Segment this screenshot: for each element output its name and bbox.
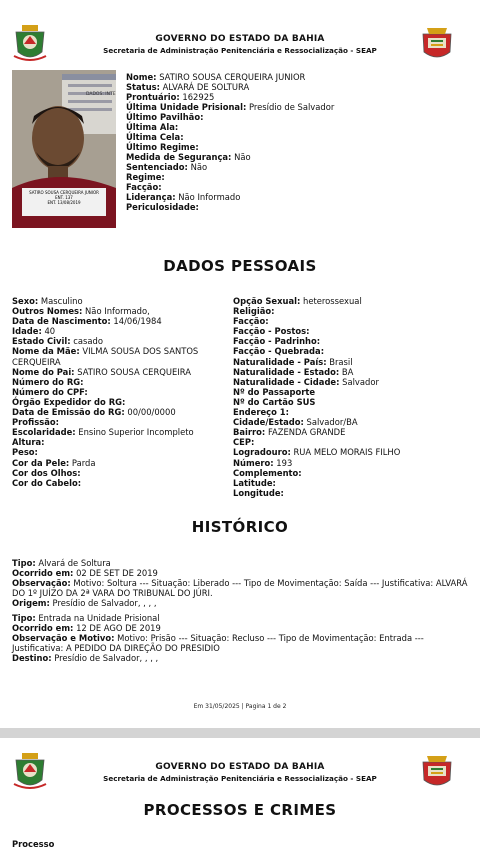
field-row bbox=[12, 447, 222, 457]
field-row bbox=[126, 182, 334, 192]
field-label: Nº do Passaporte bbox=[233, 386, 316, 397]
field-row bbox=[126, 192, 334, 202]
field-label: Naturalidade - Estado: bbox=[233, 366, 340, 377]
history-label: Observação e Motivo: bbox=[12, 633, 115, 644]
history-label: Tipo: bbox=[12, 613, 36, 623]
field-label: Longitude: bbox=[233, 487, 284, 498]
field-value: VILMA SOUSA DOS SANTOS bbox=[82, 346, 199, 357]
photo-caption-date: ENT. 13/08/2019 bbox=[47, 200, 81, 205]
field-label: Cor do Cabelo: bbox=[12, 477, 82, 488]
field-label: Facção - Quebrada: bbox=[233, 346, 325, 357]
field-row bbox=[233, 306, 473, 316]
page-separator bbox=[0, 728, 480, 738]
field-row bbox=[12, 437, 222, 447]
field-value: casado bbox=[73, 336, 103, 347]
field-value: Não Informado bbox=[178, 192, 241, 202]
field-label: Facção: bbox=[126, 182, 162, 192]
field-label: Escolaridade: bbox=[12, 427, 76, 438]
field-value: Parda bbox=[71, 457, 96, 468]
field-row bbox=[126, 112, 334, 122]
history-label: Ocorrido em: bbox=[12, 568, 74, 579]
field-label: Logradouro: bbox=[233, 447, 291, 458]
field-row bbox=[12, 336, 222, 346]
field-value: SATIRO SOUSA CERQUEIRA bbox=[77, 366, 191, 377]
field-label: Naturalidade - Cidade: bbox=[233, 376, 340, 387]
field-row bbox=[12, 427, 222, 437]
history-line bbox=[12, 598, 472, 608]
field-row bbox=[126, 132, 334, 142]
field-row bbox=[233, 447, 473, 457]
history-line bbox=[12, 568, 472, 578]
section-title-personal: DADOS PESSOAIS bbox=[163, 257, 317, 275]
field-label: Facção - Padrinho: bbox=[233, 336, 321, 347]
field-label: Outros Nomes: bbox=[12, 306, 83, 317]
field-row bbox=[233, 357, 473, 367]
field-label: Latitude: bbox=[233, 477, 276, 488]
field-label: Altura: bbox=[12, 437, 45, 448]
field-label: Idade: bbox=[12, 326, 42, 337]
field-label: Naturalidade - País: bbox=[233, 356, 327, 367]
field-label: Nº do Cartão SUS bbox=[233, 396, 316, 407]
field-label: Profissão: bbox=[12, 417, 59, 428]
secretariat-subtitle: Secretaria de Administração Penitenciária e Ressocialização - SEAP bbox=[103, 774, 377, 783]
field-row bbox=[233, 407, 473, 417]
history-value: Motivo: Soltura --- Situação: Liberado --- Tipo de Movimentação: Saída --- Justificativa: ALVARÁ DO 1º JUÍZO DA 2ª VARA DO TRIBUNAL DO JÚRI. bbox=[12, 578, 468, 599]
photo-board-text: DADOS: INTE bbox=[86, 92, 116, 97]
field-value: Masculino bbox=[40, 296, 83, 306]
field-row bbox=[233, 437, 473, 447]
field-label: Número: bbox=[233, 457, 274, 468]
field-row bbox=[12, 346, 222, 356]
field-row bbox=[12, 397, 222, 407]
prisoner-summary bbox=[126, 72, 334, 212]
field-row bbox=[126, 92, 334, 102]
field-row bbox=[12, 296, 222, 306]
field-label: Sexo: bbox=[12, 296, 39, 306]
field-row bbox=[12, 458, 222, 468]
field-row bbox=[233, 417, 473, 427]
field-value: Não bbox=[234, 152, 251, 162]
field-label: Último Pavilhão: bbox=[126, 112, 204, 122]
field-value: 40 bbox=[44, 326, 56, 337]
history-value: Presídio de Salvador, , , , bbox=[52, 598, 157, 609]
field-row bbox=[12, 377, 222, 387]
field-value: Brasil bbox=[329, 356, 353, 367]
field-value: heterossexual bbox=[303, 296, 362, 306]
field-label: Bairro: bbox=[233, 427, 266, 438]
field-label: Última Ala: bbox=[126, 122, 179, 132]
field-label: Estado Civil: bbox=[12, 336, 71, 347]
field-row bbox=[126, 152, 334, 162]
history-entry bbox=[12, 613, 472, 663]
field-row bbox=[233, 296, 473, 306]
field-label: Periculosidade: bbox=[126, 202, 199, 212]
page-footer: Em 31/05/2025 | Pagina 1 de 2 bbox=[193, 703, 287, 710]
field-row bbox=[126, 82, 334, 92]
field-label: CEP: bbox=[233, 437, 255, 448]
field-label: Data de Nascimento: bbox=[12, 316, 111, 327]
secretariat-subtitle: Secretaria de Administração Penitenciária e Ressocialização - SEAP bbox=[103, 46, 377, 55]
field-row bbox=[233, 316, 473, 326]
field-value: Não bbox=[190, 162, 208, 172]
field-value: 14/06/1984 bbox=[113, 316, 162, 327]
photo-caption-name: SATIRO SOUSA CERQUEIRA JUNIOR bbox=[29, 190, 99, 195]
field-label: Medida de Segurança: bbox=[126, 152, 232, 162]
field-row bbox=[126, 202, 334, 212]
field-row bbox=[12, 367, 222, 377]
field-label: Nome do Pai: bbox=[12, 366, 75, 377]
field-label: Facção: bbox=[233, 316, 269, 327]
field-label: Último Regime: bbox=[126, 142, 199, 152]
field-value: ALVARÁ DE SOLTURA bbox=[162, 82, 250, 92]
document-page-2 bbox=[0, 738, 480, 854]
field-label: Regime: bbox=[126, 172, 165, 182]
history-label: Observação: bbox=[12, 578, 71, 589]
government-title: GOVERNO DO ESTADO DA BAHIA bbox=[155, 34, 325, 44]
field-label: Religião: bbox=[233, 306, 275, 317]
field-row bbox=[233, 397, 473, 407]
field-value: CERQUEIRA bbox=[12, 356, 61, 367]
field-row bbox=[233, 387, 473, 397]
history-value: Motivo: Prisão --- Situação: Recluso --- Tipo de Movimentação: Entrada --- Justificativa: A PEDIDO DA DIREÇÃO DO PRESIDIO bbox=[12, 633, 424, 654]
field-row bbox=[12, 316, 222, 326]
field-label: Última Unidade Prisional: bbox=[126, 102, 247, 112]
field-label: Peso: bbox=[12, 447, 38, 458]
field-label: Status: bbox=[126, 82, 160, 92]
personal-data-right bbox=[233, 296, 473, 498]
field-label: Data de Emissão do RG: bbox=[12, 407, 125, 418]
history-line bbox=[12, 623, 472, 633]
field-row bbox=[126, 172, 334, 182]
photo-caption bbox=[22, 190, 106, 205]
section-title-history: HISTÓRICO bbox=[191, 518, 289, 536]
field-row bbox=[233, 367, 473, 377]
field-row bbox=[12, 306, 222, 316]
field-label: Cidade/Estado: bbox=[233, 417, 304, 428]
field-row bbox=[12, 478, 222, 488]
history-value: 12 DE AGO DE 2019 bbox=[76, 623, 161, 634]
field-label: Endereço 1: bbox=[233, 407, 289, 418]
field-value: 00/00/0000 bbox=[127, 407, 176, 418]
mugshot-photo bbox=[12, 70, 116, 228]
field-row bbox=[233, 488, 473, 498]
field-value: RUA MELO MORAIS FILHO bbox=[293, 447, 401, 458]
history-label: Ocorrido em: bbox=[12, 623, 74, 634]
history-value: Alvará de Soltura bbox=[38, 558, 111, 568]
field-value: BA bbox=[341, 366, 354, 377]
field-label: Liderança: bbox=[126, 192, 176, 202]
history-value: Presídio de Salvador, , , , bbox=[54, 653, 159, 664]
field-row bbox=[126, 102, 334, 112]
photo-caption-code: ENT. 137 bbox=[55, 195, 73, 200]
field-label: Nome da Mãe: bbox=[12, 346, 80, 357]
field-label: Opção Sexual: bbox=[233, 296, 301, 306]
field-row bbox=[233, 326, 473, 336]
processo-label: Processo bbox=[12, 839, 55, 849]
field-row bbox=[126, 142, 334, 152]
history-value: Entrada na Unidade Prisional bbox=[38, 613, 160, 623]
field-row bbox=[233, 458, 473, 468]
history-line bbox=[12, 558, 472, 568]
field-value: SATIRO SOUSA CERQUEIRA JUNIOR bbox=[159, 72, 306, 82]
field-label: Número do CPF: bbox=[12, 386, 88, 397]
field-row bbox=[12, 357, 222, 367]
field-label: Complemento: bbox=[233, 467, 302, 478]
field-value: Salvador bbox=[342, 376, 379, 387]
field-row bbox=[233, 336, 473, 346]
history-line bbox=[12, 653, 472, 663]
field-row bbox=[12, 417, 222, 427]
section-title-processes: PROCESSOS E CRIMES bbox=[143, 801, 337, 819]
history-line bbox=[12, 633, 472, 653]
history-label: Destino: bbox=[12, 653, 52, 664]
field-value: Ensino Superior Incompleto bbox=[78, 427, 194, 438]
field-value: Presídio de Salvador bbox=[248, 102, 335, 112]
field-row bbox=[126, 162, 334, 172]
field-value: Não Informado, bbox=[85, 306, 150, 317]
history-line bbox=[12, 613, 472, 623]
field-row bbox=[233, 468, 473, 478]
field-label: Nome: bbox=[126, 72, 157, 82]
field-row bbox=[12, 468, 222, 478]
history-line bbox=[12, 578, 472, 598]
field-label: Cor dos Olhos: bbox=[12, 467, 81, 478]
field-value: FAZENDA GRANDE bbox=[267, 427, 346, 438]
field-row bbox=[233, 427, 473, 437]
field-label: Cor da Pele: bbox=[12, 457, 70, 468]
field-row bbox=[233, 377, 473, 387]
field-label: Facção - Postos: bbox=[233, 326, 310, 337]
field-label: Número do RG: bbox=[12, 376, 84, 387]
history-label: Origem: bbox=[12, 598, 50, 609]
field-row bbox=[12, 326, 222, 336]
field-value: 162925 bbox=[182, 92, 215, 102]
field-label: Última Cela: bbox=[126, 132, 184, 142]
history-label: Tipo: bbox=[12, 558, 36, 568]
field-label: Sentenciado: bbox=[126, 162, 188, 172]
field-row bbox=[126, 122, 334, 132]
field-value: Salvador/BA bbox=[306, 417, 358, 428]
field-row bbox=[126, 72, 334, 82]
field-row bbox=[233, 346, 473, 356]
field-value: 193 bbox=[276, 457, 293, 468]
field-row bbox=[233, 478, 473, 488]
field-row bbox=[12, 387, 222, 397]
field-label: Órgão Expedidor do RG: bbox=[12, 396, 126, 407]
field-row bbox=[12, 407, 222, 417]
history-value: 02 DE SET DE 2019 bbox=[76, 568, 158, 579]
history-entry bbox=[12, 558, 472, 608]
field-label: Prontuário: bbox=[126, 92, 180, 102]
government-title: GOVERNO DO ESTADO DA BAHIA bbox=[155, 762, 325, 772]
personal-data-left bbox=[12, 296, 222, 488]
